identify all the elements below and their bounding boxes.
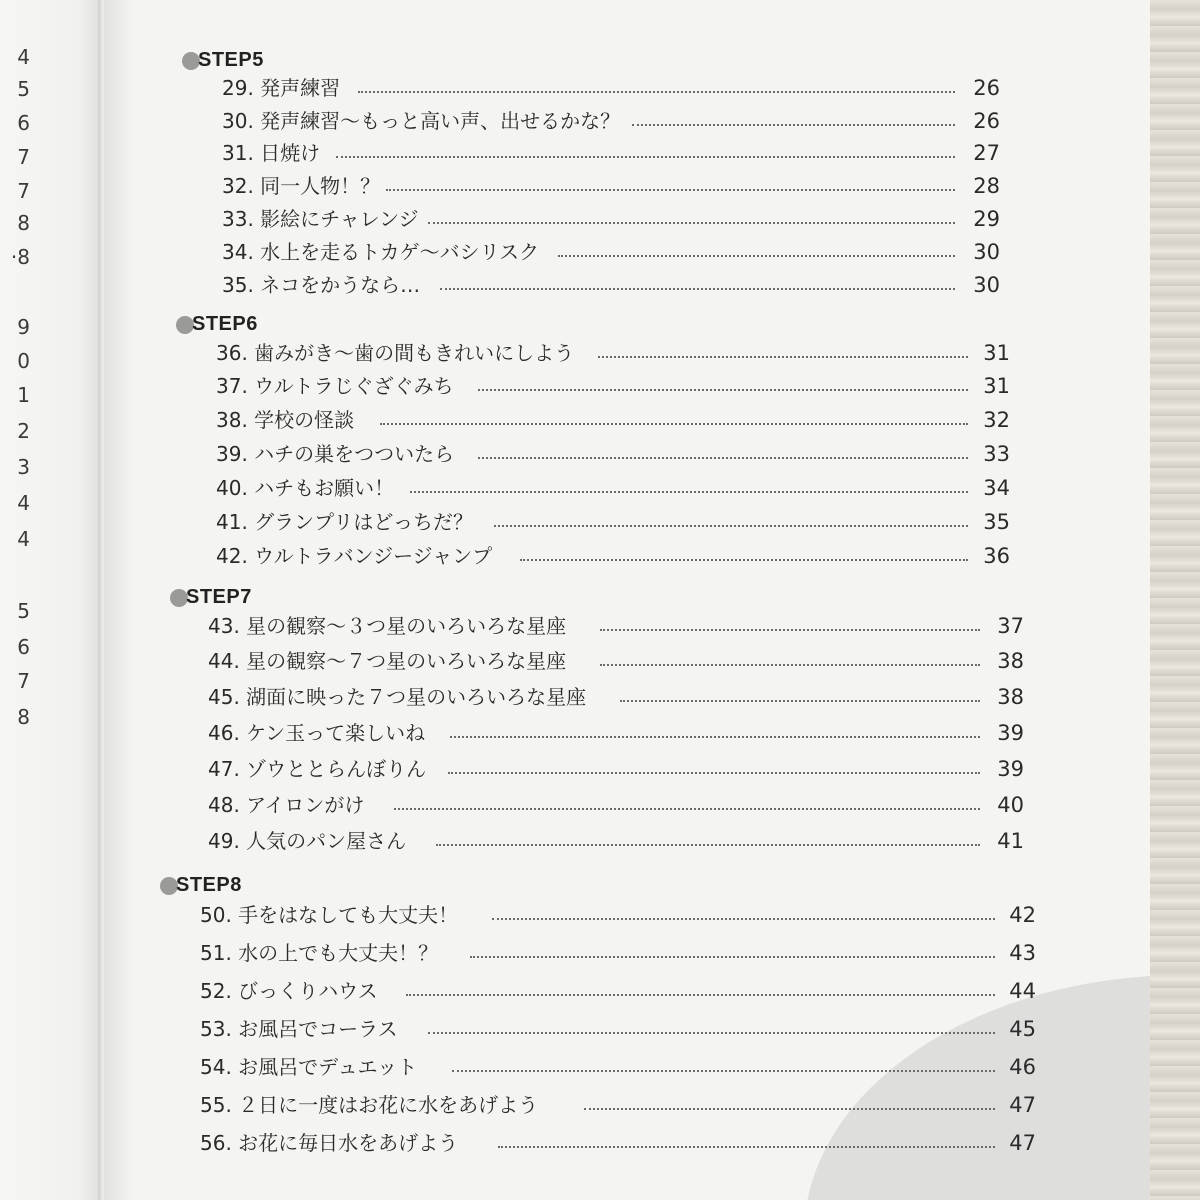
toc-entry-title: 32. 同一人物！？ (222, 174, 381, 198)
toc-entry-title: 49. 人気のパン屋さん (208, 829, 407, 853)
toc-entry[interactable] (222, 75, 1000, 105)
toc-entry-title: 50. 手をはなしても大丈夫！ (200, 903, 459, 927)
toc-entry[interactable] (222, 140, 1000, 170)
leader-dots (336, 156, 955, 158)
left-page-number: 5 (17, 599, 30, 623)
toc-page-number: 38 (997, 649, 1024, 673)
toc-entry-title: 34. 水上を走るトカゲ～バシリスク (222, 240, 540, 264)
toc-entry[interactable] (200, 1054, 1036, 1084)
toc-page-number: 26 (973, 109, 1000, 133)
leader-dots (520, 559, 968, 561)
step-label: STEP7 (186, 586, 252, 608)
toc-entry-title: 30. 発声練習～もっと高い声、出せるかな？ (222, 109, 621, 133)
toc-entry-title: 44. 星の観察～７つ星のいろいろな星座 (208, 649, 567, 673)
toc-entry[interactable] (208, 613, 1024, 643)
toc-entry[interactable] (208, 756, 1024, 786)
toc-entry[interactable] (208, 684, 1024, 714)
toc-page-number: 29 (973, 207, 1000, 231)
left-page-number: 9 (17, 315, 30, 339)
toc-entry[interactable] (200, 978, 1036, 1008)
toc-entry-title: 56. お花に毎日水をあげよう (200, 1131, 459, 1155)
toc-entry-title: 40. ハチもお願い！ (216, 476, 395, 500)
toc-entry-title: 33. 影絵にチャレンジ (222, 207, 419, 231)
left-page-number: 4 (17, 45, 30, 69)
left-page-number: 5 (17, 77, 30, 101)
leader-dots (406, 994, 995, 996)
leader-dots (448, 772, 980, 774)
toc-entry[interactable] (222, 239, 1000, 269)
toc-page-number: 31 (983, 374, 1010, 398)
leader-dots (498, 1146, 995, 1148)
toc-page-number: 42 (1009, 903, 1036, 927)
leader-dots (478, 389, 968, 391)
toc-page-number: 45 (1009, 1017, 1036, 1041)
leader-dots (492, 918, 995, 920)
left-page-number: 4 (17, 527, 30, 551)
toc-entry-title: 36. 歯みがき～歯の間もきれいにしよう (216, 341, 575, 365)
leader-dots (452, 1070, 995, 1072)
wooden-table (1150, 0, 1200, 1200)
toc-entry[interactable] (200, 1092, 1036, 1122)
leader-dots (600, 664, 980, 666)
toc-entry-title: 52. びっくりハウス (200, 979, 378, 1003)
step-label: STEP5 (198, 49, 264, 71)
toc-entry[interactable] (200, 902, 1036, 932)
toc-page-number: 43 (1009, 941, 1036, 965)
toc-entry-title: 43. 星の観察～３つ星のいろいろな星座 (208, 614, 567, 638)
toc-entry[interactable] (222, 108, 1000, 138)
toc-entry[interactable] (216, 340, 1010, 370)
toc-page-number: 32 (983, 408, 1010, 432)
toc-entry-title: 37. ウルトラじぐざぐみち (216, 374, 454, 398)
toc-entry-title: 31. 日焼け (222, 141, 321, 165)
decorative-arc (804, 975, 1150, 1200)
left-page-number: 2 (17, 419, 30, 443)
toc-entry-title: 29. 発声練習 (222, 76, 341, 100)
toc-page-number: 31 (983, 341, 1010, 365)
toc-entry[interactable] (208, 648, 1024, 678)
toc-page-number: 37 (997, 614, 1024, 638)
toc-entry[interactable] (200, 1130, 1036, 1160)
toc-page-number: 47 (1009, 1131, 1036, 1155)
left-page-number: 4 (17, 491, 30, 515)
toc-page-number: 39 (997, 757, 1024, 781)
toc-entry[interactable] (216, 441, 1010, 471)
leader-dots (598, 356, 968, 358)
toc-page (104, 0, 1150, 1200)
left-page-number: 6 (17, 111, 30, 135)
left-page-number: 8 (17, 211, 30, 235)
toc-page-number: 28 (973, 174, 1000, 198)
left-page-number: 7 (17, 179, 30, 203)
toc-entry-title: 38. 学校の怪談 (216, 408, 355, 432)
toc-page-number: 44 (1009, 979, 1036, 1003)
toc-entry-title: 48. アイロンがけ (208, 793, 365, 817)
toc-entry[interactable] (208, 792, 1024, 822)
toc-entry[interactable] (216, 475, 1010, 505)
toc-entry[interactable] (216, 407, 1010, 437)
page-shadow (104, 0, 134, 1200)
toc-entry-title: 51. 水の上でも大丈夫！？ (200, 941, 439, 965)
toc-entry[interactable] (222, 206, 1000, 236)
toc-entry[interactable] (200, 940, 1036, 970)
toc-page-number: 30 (973, 240, 1000, 264)
leader-dots (386, 189, 955, 191)
toc-entry[interactable] (208, 720, 1024, 750)
toc-entry[interactable] (200, 1016, 1036, 1046)
toc-page-number: 47 (1009, 1093, 1036, 1117)
toc-page-number: 39 (997, 721, 1024, 745)
toc-page-number: 33 (983, 442, 1010, 466)
left-page-number: 0 (17, 349, 30, 373)
toc-entry-title: 53. お風呂でコーラス (200, 1017, 398, 1041)
toc-page-number: 34 (983, 476, 1010, 500)
left-page-number: 6 (17, 635, 30, 659)
toc-page-number: 41 (997, 829, 1024, 853)
left-page-number: 8 (17, 705, 30, 729)
toc-page-number: 30 (973, 273, 1000, 297)
leader-dots (584, 1108, 995, 1110)
toc-entry[interactable] (216, 543, 1010, 573)
leader-dots (428, 222, 955, 224)
toc-entry[interactable] (208, 828, 1024, 858)
left-page-number: 3 (17, 455, 30, 479)
leader-dots (632, 124, 955, 126)
left-page-number: 1 (17, 383, 30, 407)
toc-page-number: 26 (973, 76, 1000, 100)
step-label: STEP8 (176, 874, 242, 896)
toc-entry-title: 39. ハチの巣をつついたら (216, 442, 455, 466)
leader-dots (380, 423, 968, 425)
toc-entry-title: 55. ２日に一度はお花に水をあげよう (200, 1093, 539, 1117)
leader-dots (470, 956, 995, 958)
leader-dots (494, 525, 968, 527)
toc-page-number: 35 (983, 510, 1010, 534)
leader-dots (450, 736, 980, 738)
leader-dots (600, 629, 980, 631)
toc-entry[interactable] (216, 373, 1010, 403)
leader-dots (436, 844, 980, 846)
toc-entry-title: 35. ネコをかうなら… (222, 273, 421, 297)
toc-entry[interactable] (222, 272, 1000, 302)
toc-page-number: 40 (997, 793, 1024, 817)
toc-page-number: 36 (983, 544, 1010, 568)
toc-entry[interactable] (216, 509, 1010, 539)
leader-dots (410, 491, 968, 493)
toc-entry-title: 41. グランプリはどっちだ？ (216, 510, 473, 534)
toc-entry-title: 46. ケン玉って楽しいね (208, 721, 426, 745)
left-page (0, 0, 98, 1200)
toc-entry-title: 42. ウルトラバンジージャンプ (216, 544, 493, 568)
toc-entry-title: 54. お風呂でデュエット (200, 1055, 418, 1079)
left-page-number: 7 (17, 145, 30, 169)
left-page-number: 7 (17, 669, 30, 693)
leader-dots (558, 255, 955, 257)
toc-entry[interactable] (222, 173, 1000, 203)
toc-page-number: 46 (1009, 1055, 1036, 1079)
leader-dots (394, 808, 980, 810)
toc-page-number: 38 (997, 685, 1024, 709)
toc-entry-title: 45. 湖面に映った７つ星のいろいろな星座 (208, 685, 587, 709)
leader-dots (440, 288, 955, 290)
toc-page-number: 27 (973, 141, 1000, 165)
leader-dots (478, 457, 968, 459)
leader-dots (620, 700, 980, 702)
toc-entry-title: 47. ゾウととらんぼりん (208, 757, 427, 781)
leader-dots (428, 1032, 995, 1034)
leader-dots (358, 91, 955, 93)
left-page-number: ·8 (10, 245, 30, 269)
step-label: STEP6 (192, 313, 258, 335)
